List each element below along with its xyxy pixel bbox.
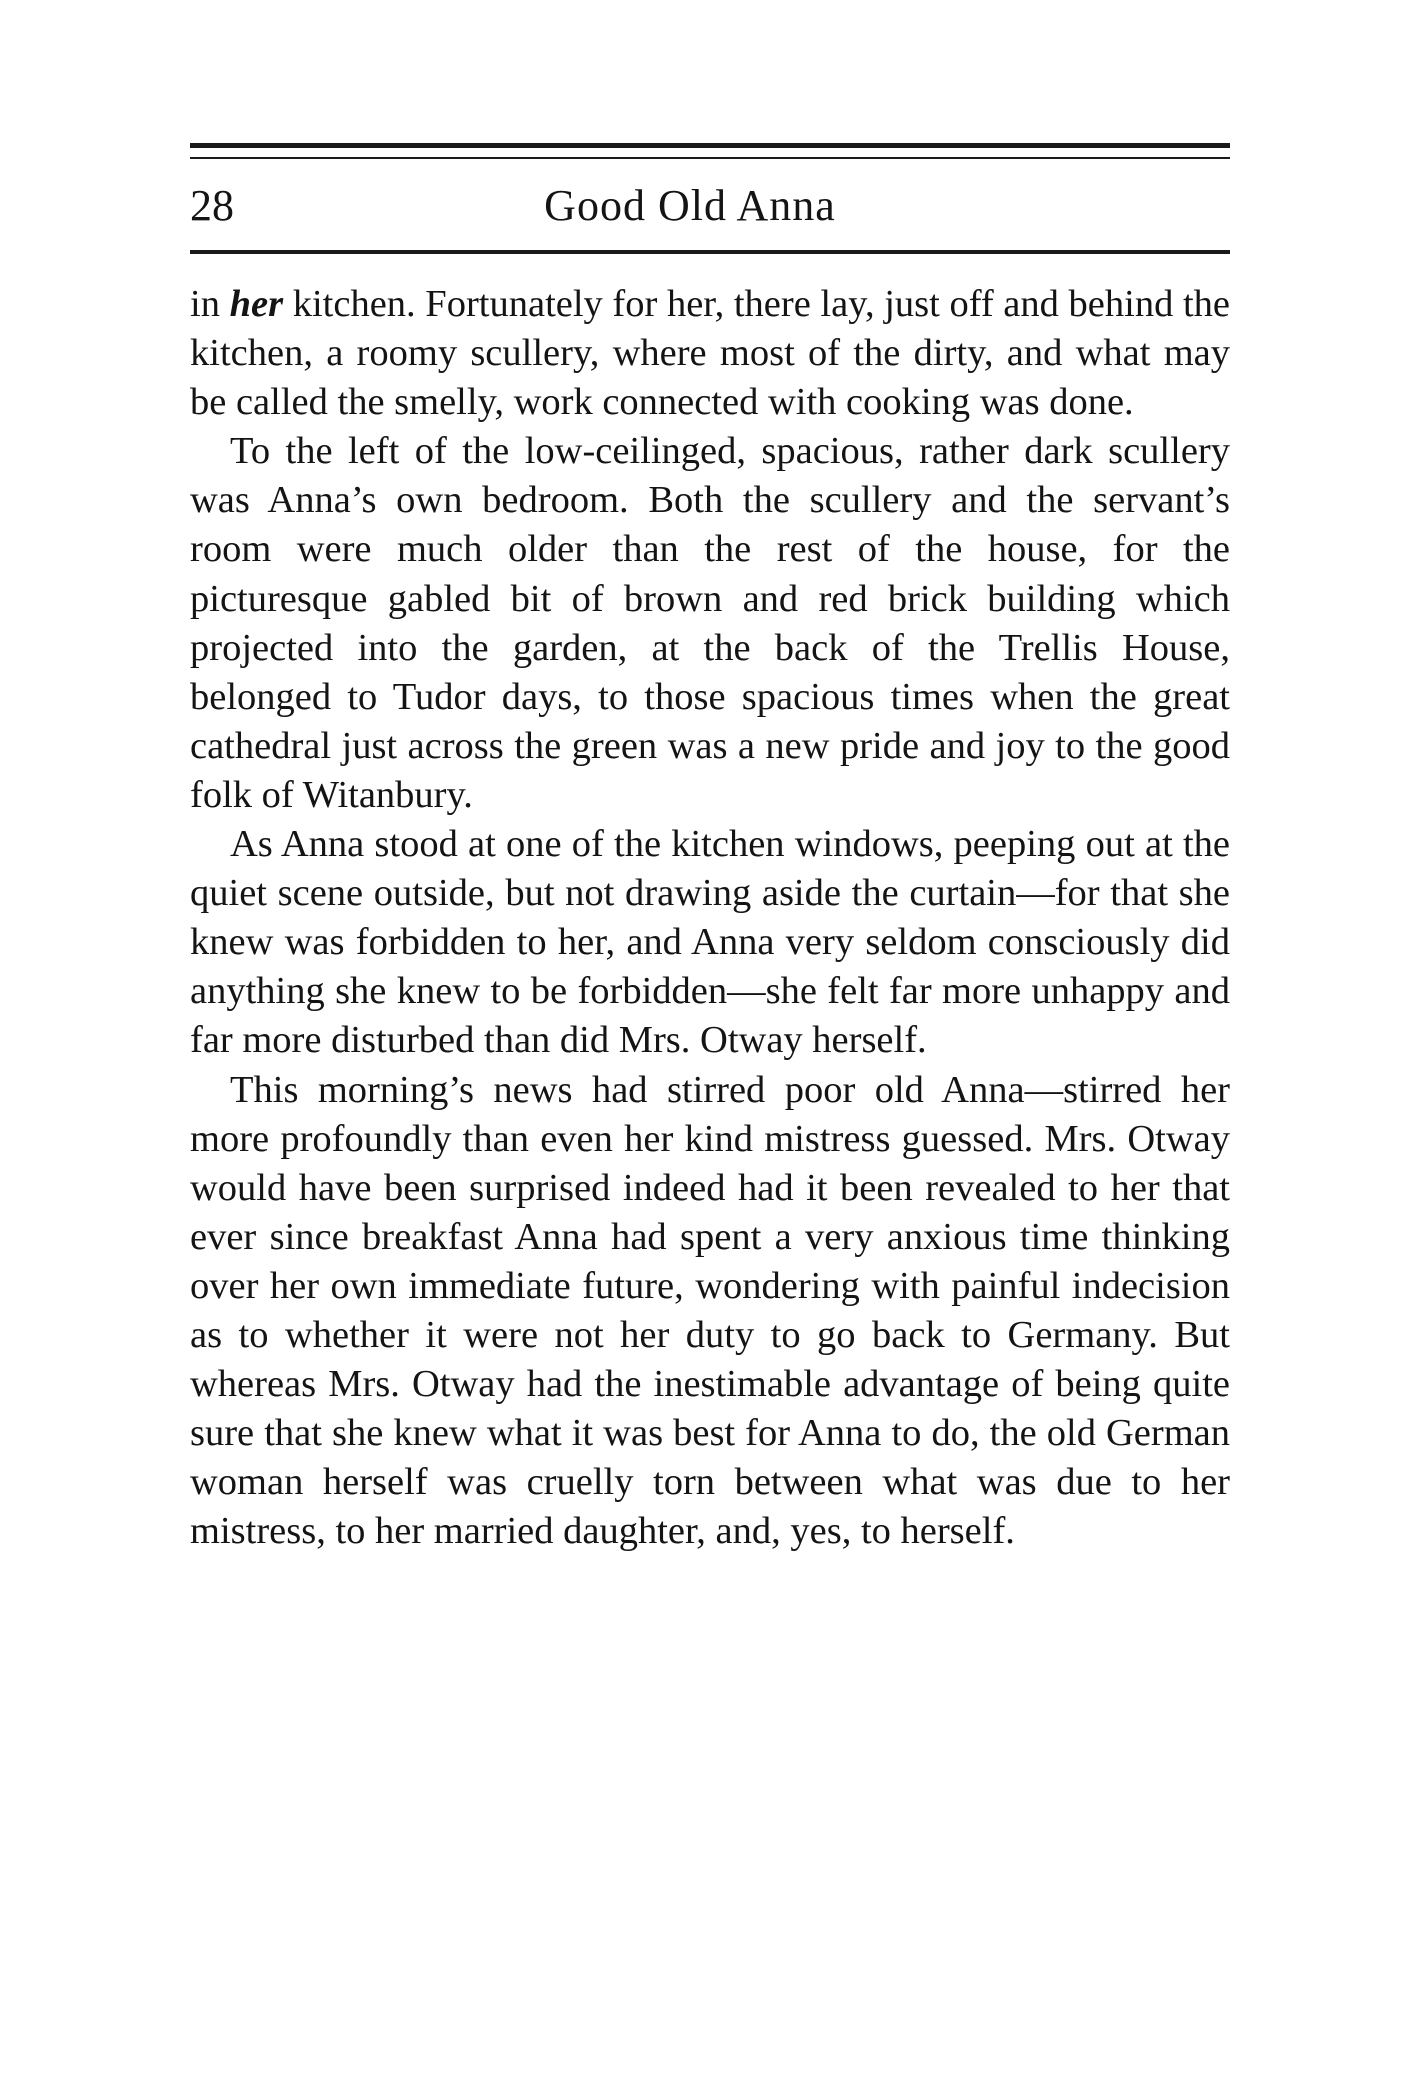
body-text [190,280,1230,1556]
page-number: 28 [190,181,234,230]
paragraph-1 [190,280,1230,427]
header-rule [190,250,1230,254]
paragraph-2: To the left of the low-ceilinged, spacious, rather dark scullery was Anna’s own bedroom. Both the scullery and the servant’s room were much older than the rest of the house, for the picturesque gabled bit of brown and red brick building which projected into the garden, at the back of the Trellis House, belonged to Tudor days, to those spacious times when the great cathedral just across the green was a new pride and joy to the good folk of Witanbury. [190,430,1230,816]
top-double-rule-thick [190,143,1230,148]
book-title: Good Old Anna [544,181,836,230]
paragraph-1-rest: kitchen. Fortunately for her, there lay, just off and behind the kitchen, a roomy scullery, where most of the dirty, and what may be called the smelly, work connected with cooking was done. [190,283,1230,424]
paragraph-4: This morning’s news had stirred poor old Anna—stirred her more profoundly than even her kind mistress guessed. Mrs. Otway would have been surprised indeed had it been revealed to her that ever since breakfast Anna had spent a very anxious time thinking over her own immediate future, wondering with painful indecision as to whether it were not her duty to go back to Germany. But whereas Mrs. Otway had the inestimable advantage of being quite sure that she knew what it was best for Anna to do, the old German woman herself was cruelly torn between what was due to her mistress, to her married daughter, and, yes, to herself. [190,1068,1230,1553]
emphasized-word: her [229,283,284,325]
paragraph-3: As Anna stood at one of the kitchen windows, peeping out at the quiet scene outside, but not drawing aside the curtain—for that she knew was forbidden to her, and Anna very seldom consciously did anything she knew to be forbidden—she felt far more unhappy and far more disturbed than did Mrs. Otway herself. [190,823,1230,1062]
running-head [190,178,1230,234]
paragraph-1-start: in [190,283,230,325]
top-double-rule-thin [190,157,1230,159]
